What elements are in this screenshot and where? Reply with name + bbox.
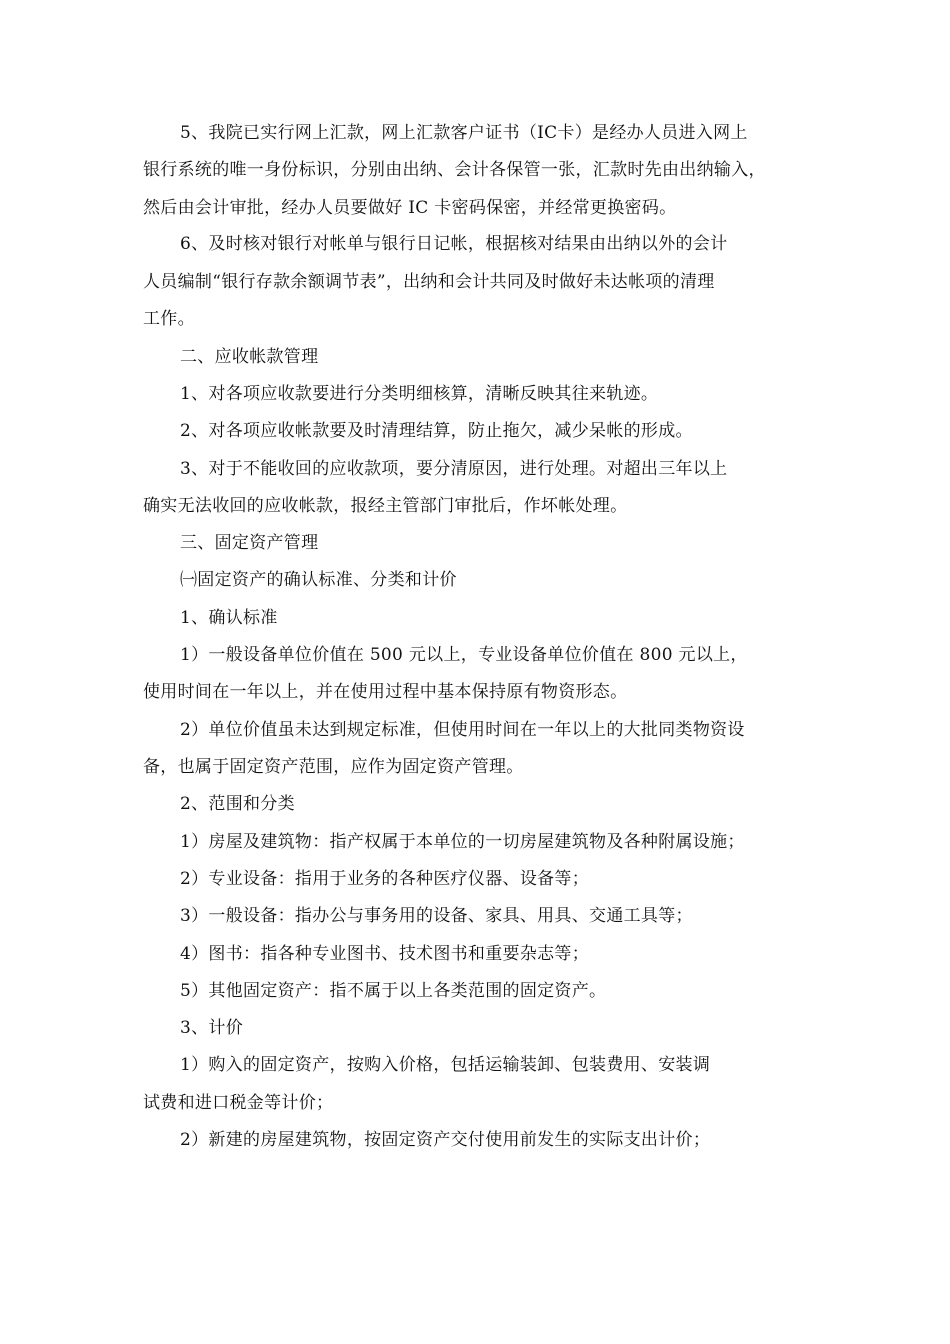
paragraph-line: 1）购入的固定资产，按购入价格，包括运输装卸、包装费用、安装调 — [180, 1055, 711, 1075]
paragraph-line: 2）单位价值虽未达到规定标准，但使用时间在一年以上的大批同类物资设 — [180, 720, 745, 740]
paragraph-line: 5、我院已实行网上汇款，网上汇款客户证书（IC卡）是经办人员进入网上 — [180, 123, 748, 143]
paragraph-line: 1、对各项应收款要进行分类明细核算，清晰反映其往来轨迹。 — [180, 384, 659, 404]
paragraph-line: 3）一般设备：指办公与事务用的设备、家具、用具、交通工具等； — [180, 906, 693, 926]
subsection-heading: 2、范围和分类 — [180, 794, 295, 814]
paragraph-line: 1）房屋及建筑物：指产权属于本单位的一切房屋建筑物及各种附属设施； — [180, 832, 745, 852]
paragraph-line: 人员编制“银行存款余额调节表”，出纳和会计共同及时做好未达帐项的清理 — [143, 272, 715, 292]
paragraph-line: 5）其他固定资产：指不属于以上各类范围的固定资产。 — [180, 981, 607, 1001]
paragraph-line: 4）图书：指各种专业图书、技术图书和重要杂志等； — [180, 944, 590, 964]
paragraph-line: 2）新建的房屋建筑物，按固定资产交付使用前发生的实际支出计价； — [180, 1130, 711, 1150]
subsection-heading: 3、计价 — [180, 1018, 244, 1038]
paragraph-line: 然后由会计审批，经办人员要做好 IC 卡密码保密，并经常更换密码。 — [143, 198, 677, 218]
paragraph-line: 银行系统的唯一身份标识，分别由出纳、会计各保管一张，汇款时先由出纳输入， — [143, 160, 766, 180]
paragraph-line: 备，也属于固定资产范围，应作为固定资产管理。 — [143, 757, 524, 777]
subsection-heading: 1、确认标准 — [180, 608, 278, 628]
paragraph-line: 1）一般设备单位价值在 500 元以上，专业设备单位价值在 800 元以上， — [180, 645, 748, 665]
subsection-heading: ㈠固定资产的确认标准、分类和计价 — [180, 570, 457, 590]
section-heading: 三、固定资产管理 — [180, 533, 319, 553]
paragraph-line: 6、及时核对银行对帐单与银行日记帐，根据核对结果由出纳以外的会计 — [180, 234, 728, 254]
paragraph-line: 使用时间在一年以上，并在使用过程中基本保持原有物资形态。 — [143, 682, 628, 702]
section-heading: 二、应收帐款管理 — [180, 347, 319, 367]
paragraph-line: 确实无法收回的应收帐款，报经主管部门审批后，作坏帐处理。 — [143, 496, 628, 516]
paragraph-line: 2、对各项应收帐款要及时清理结算，防止拖欠，减少呆帐的形成。 — [180, 421, 693, 441]
paragraph-line: 工作。 — [143, 309, 195, 329]
paragraph-line: 试费和进口税金等计价； — [143, 1093, 334, 1113]
paragraph-line: 3、对于不能收回的应收款项，要分清原因，进行处理。对超出三年以上 — [180, 459, 728, 479]
paragraph-line: 2）专业设备：指用于业务的各种医疗仪器、设备等； — [180, 869, 590, 889]
